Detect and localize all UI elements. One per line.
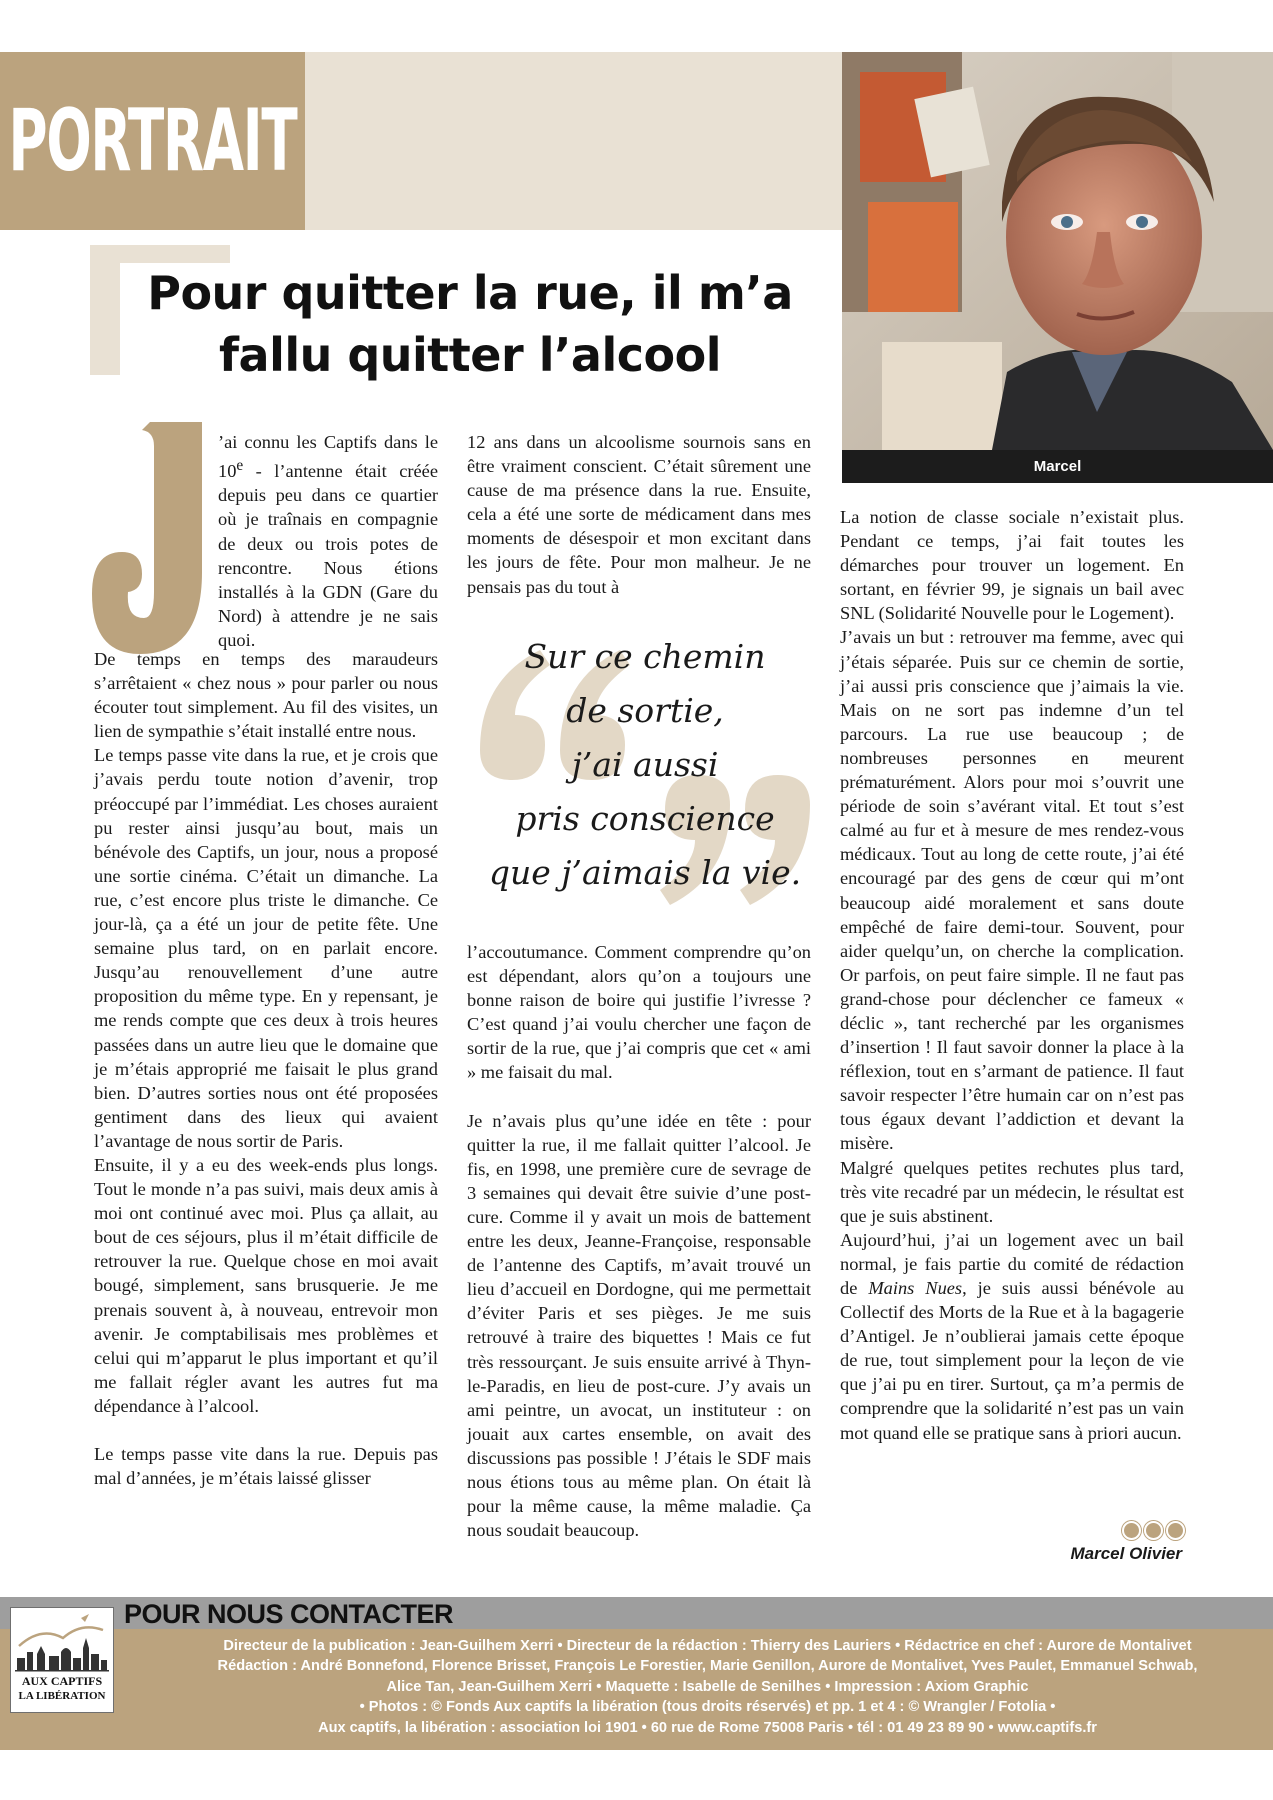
article-column-1-lead [218, 430, 438, 652]
pull-quote [470, 630, 820, 900]
article-column-3 [840, 505, 1184, 1445]
lead-text-continued: - l’antenne était créée depuis peu dans ce quartier où je traînais en compagnie de deux ou trois potes de rencontre. Nous étions installés à la GDN (Gare du Nord) à attendre je ne sais quoi. [218, 461, 438, 650]
footer-credits [150, 1636, 1265, 1738]
publication-title: Mains Nues [868, 1278, 963, 1298]
pull-quote-line: que j’aimais la vie. [488, 853, 802, 892]
portrait-photo-illustration [842, 52, 1273, 450]
article-column-2-bottom [467, 940, 811, 1542]
credits-line: Directeur de la publication : Jean-Guilhem Xerri • Directeur de la rédaction : Thierry des Lauriers • Rédactrice en chef : Aurore de Montalivet [223, 1638, 1192, 1654]
logo-line-1: AUX CAPTIFS [21, 1674, 103, 1688]
pull-quote-line: Sur ce chemin [524, 637, 766, 676]
paragraph: Le temps passe vite dans la rue. Depuis pas mal d’années, je m’étais laissé glisser [94, 1444, 438, 1489]
credits-line: Alice Tan, Jean-Guilhem Xerri • Maquette : Isabelle de Senilhes • Impression : Axiom Graphic [386, 1678, 1029, 1695]
lead-paragraph [218, 430, 438, 652]
section-label: PORTRAIT [8, 91, 297, 191]
paragraph: 12 ans dans un alcoolisme sournois sans en être vraiment conscient. C’était sûrement une cause de ma présence dans la rue. Ensuite, cela a été une sorte de médicament dans mes moments de désespoir et mon excitant dans les jours de fête. Pour mon malheur. Je ne pensais pas du tout à [467, 432, 811, 597]
pull-quote-line: pris conscience [515, 799, 775, 838]
headline [105, 262, 835, 386]
paragraph: Le temps passe vite dans la rue, et je crois que j’avais perdu toute notion d’avenir, trop préoccupé par l’immédiat. Les choses auraient pu rester ainsi jusqu’au bout, mais un bénévole des Captifs, un jour, nous a proposé une sortie cinéma. C’était un dimanche. La rue, c’est encore plus triste le dimanche. Ce jour-là, ça a été un jour de petite fête. Une semaine plus tard, on en parlait encore. Jusqu’au renouvellement d’une autre proposition du même type. En y repensant, je me rends compte que ces deux à trois heures passées dans un autre lieu que le domaine que je m’étais approprié me faisait le plus grand bien. D’autres sorties nous ont été proposées gentiment dans des lieux qui avaient l’avantage de nous sortir de Paris. [94, 745, 438, 1151]
city-skyline-logo-icon [11, 1608, 113, 1672]
drop-cap-j-icon [92, 422, 202, 654]
portrait-photo [842, 52, 1273, 450]
end-of-article-dots-icon [1122, 1521, 1185, 1540]
paragraph-text: , je suis aussi bénévole au Collectif des Morts de la Rue et à la bagagerie d’Antigel. Je n’oublierai jamais cette époque de rue, tout simplement pour la leçon de vie que j’ai pu en tirer. Surtout, ça m’a permis de comprendre que la solidarité n’est pas un vain mot quand elle se pratique sans à priori aucun. [840, 1278, 1184, 1443]
author-signature: Marcel Olivier [1070, 1544, 1182, 1563]
credits-line: • Photos : © Fonds Aux captifs la libération (tous droits réservés) et pp. 1 et 4 : © Wrangler / Fotolia • [359, 1699, 1056, 1716]
paragraph: Ensuite, il y a eu des week-ends plus longs. Tout le monde n’a pas suivi, mais deux amis à moi ont continué avec moi. Plus ça allait, au bout de ces séjours, plus il m’était difficile de retrouver la rue. Quelque chose en moi avait bougé, simplement, sans brusquerie. Je me prenais souvent à, à nouveau, entrevoir mon avenir. Je comptabilisais mes problèmes et celui qui m’apparut le plus important et qu’il me fallait régler avant les autres fut ma dépendance à l’alcool. [94, 1154, 438, 1416]
article-column-1 [94, 647, 438, 1490]
paragraph-text: Aujourd’hui, j’ai un logement avec un bail normal, je fais partie du comité de rédaction de [840, 1229, 1184, 1298]
paragraph: l’accoutumance. Comment comprendre qu’on est dépendant, alors qu’on a toujours une bonne raison de boire qui justifie l’ivresse ? C’est quand j’ai voulu chercher une façon de sortir de la rue, que j’ai compris que cet « ami » me faisait du mal. [467, 942, 811, 1083]
paragraph: J’avais un but : retrouver ma femme, avec qui j’étais séparée. Puis sur ce chemin de sortie, j’ai aussi pris conscience que j’aimais la vie. Mais on ne sort pas indemne d’un tel parcours. La rue use beaucoup ; de nombreuses personnes en meurent prématurément. Alors pour moi s’ouvrit une période de soin s’avérant vital. Et tout s’est calmé au fur et à mesure de mes rendez-vous médicaux. Tout au long de cette route, j’ai été encouragé par des gens de cœur qui m’ont beaucoup aidé moralement et sans doute empêché de faire demi-tour. Souvent, pour aider quelqu’un, on cherche la complication. Or parfois, on peut faire simple. Il ne faut pas grand-chose pour déclencher ce fameux « déclic », tant recherché par les organismes d’insertion ! Il faut savoir donner la place à la réflexion, tout en s’armant de patience. Il faut savoir respecter l’être humain car on n’est pas tous égaux devant l’addiction et devant la misère. [840, 627, 1184, 1154]
headline-line-2: fallu quitter l’alcool [219, 328, 721, 382]
credits-line: Aux captifs, la libération : association loi 1901 • 60 rue de Rome 75008 Paris • tél : 01 49 23 89 90 • www.captifs.fr [318, 1719, 1097, 1736]
article-column-2-top [467, 430, 811, 599]
photo-caption: Marcel [842, 450, 1273, 483]
paragraph: Malgré quelques petites rechutes plus tard, très vite recadré par un médecin, le résultat est que je suis abstinent. [840, 1157, 1184, 1226]
lead-text: ’ai connu les Captifs dans le 10 [218, 432, 438, 482]
credits-line: Rédaction : André Bonnefond, Florence Brisset, François Le Forestier, Marie Genillon, Aurore de Montalivet, Yves Paulet, Emmanuel Schwab, [217, 1658, 1198, 1675]
lead-superscript: e [236, 457, 244, 475]
headline-line-1: Pour quitter la rue, il m’a [147, 266, 793, 320]
paragraph: Je n’avais plus qu’une idée en tête : pour quitter la rue, il me fallait quitter l’alcool. Je fis, en 1998, une première cure de sevrage de 3 semaines qui devait être suivie d’une post-cure. Comme il y avait un mois de battement entre les deux, Jeanne-Françoise, responsable de l’antenne des Captifs, m’avait trouvé un lieu d’accueil en Dordogne, qui me permettait d’éviter Paris et ses pièges. Je me suis retrouvé à traire des biquettes ! Mais ce fut très ressourçant. Je suis ensuite arrivé à Thyn-le-Paradis, en lieu de post-cure. J’y avais un ami peintre, un avocat, un instituteur : on jouait aux cartes ensemble, on avait des discussions pas possible ! J’étais le SDF mais nous étions tous au même plan. On était là pour la même cause, la même maladie. Ça nous soudait beaucoup. [467, 1110, 811, 1541]
paragraph [840, 1228, 1184, 1445]
paragraph: La notion de classe sociale n’existait plus. Pendant ce temps, j’ai fait toutes les démarches pour trouver un logement. En sortant, en février 99, je signais un bail avec SNL (Solidarité Nouvelle pour le Logement). [840, 507, 1184, 624]
organization-logo [10, 1607, 114, 1713]
pull-quote-line: de sortie, [566, 691, 724, 730]
paragraph: De temps en temps des maraudeurs s’arrêtaient « chez nous » pour parler ou nous écouter tout simplement. Au fil des visites, un lien de sympathie s’était installé entre nous. [94, 649, 438, 742]
logo-line-2: LA LIBÉRATION [18, 1690, 106, 1702]
footer-title: POUR NOUS CONTACTER [124, 1599, 454, 1629]
pull-quote-line: j’ai aussi [571, 745, 719, 784]
